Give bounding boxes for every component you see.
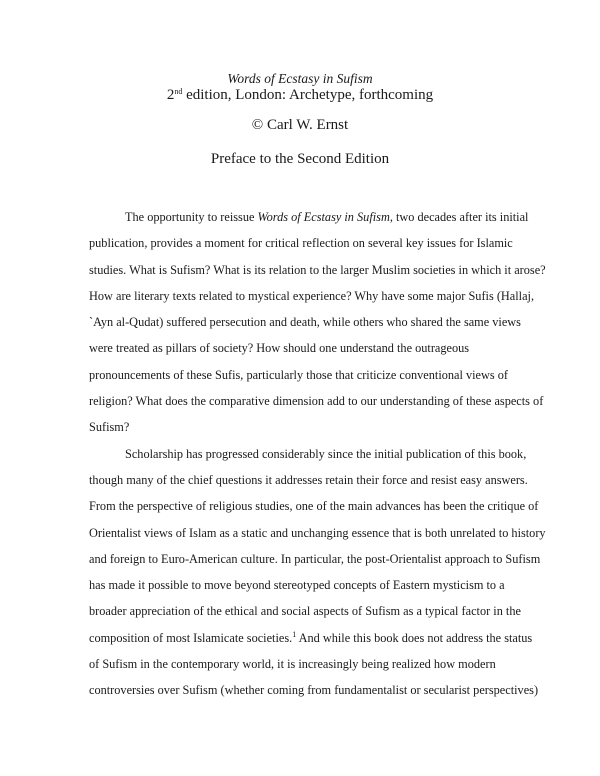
text-span: composition of most Islamicate societies. — [89, 630, 293, 645]
paragraph-line: Scholarship has progressed considerably since the initial publication of this book, — [125, 446, 527, 461]
paragraph-1 — [89, 204, 546, 441]
paragraph-line — [89, 625, 533, 651]
edition-rest: edition, London: Archetype, forthcoming — [182, 87, 434, 103]
edition-number: 2 — [166, 87, 175, 103]
text-span: And while this book does not address the status — [296, 630, 533, 645]
paragraph-line: religion? What does the comparative dimension add to our understanding of these aspects of — [89, 394, 544, 409]
book-title: Words of Ecstasy in Sufism — [227, 71, 373, 86]
paragraph-line: of Sufism in the contemporary world, it is increasingly being realized how modern — [89, 657, 496, 672]
copyright-line: © Carl W. Ernst — [251, 117, 349, 133]
edition-suffix: nd — [174, 87, 183, 96]
paragraph-line: broader appreciation of the ethical and social aspects of Sufism as a typical factor in the — [89, 604, 521, 619]
paragraph-line: controversies over Sufism (whether coming from fundamentalist or secularist perspectives) — [89, 683, 539, 698]
paragraph-line: studies. What is Sufism? What is its relation to the larger Muslim societies in which it arose? — [89, 262, 546, 277]
text-span: , two decades after its initial — [389, 210, 529, 224]
paragraph-line: were treated as pillars of society? How should one understand the outrageous — [89, 341, 470, 356]
preface-title: Preface to the Second Edition — [210, 151, 390, 167]
paragraph-line: How are literary texts related to mystical experience? Why have some major Sufis (Hallaj, — [89, 288, 535, 303]
edition-line — [0, 87, 600, 104]
paragraph-line: Orientalist views of Islam as a static and unchanging essence that is both unrelated to history — [89, 525, 546, 540]
document-header — [0, 70, 600, 168]
text-span: The opportunity to reissue — [125, 210, 258, 224]
paragraph-line: though many of the chief questions it addresses retain their force and resist easy answers. — [89, 472, 528, 487]
paragraph-line: publication, provides a moment for critical reflection on several key issues for Islamic — [89, 236, 513, 251]
document-body — [89, 204, 546, 704]
paragraph-line: `Ayn al-Qudat) suffered persecution and death, while others who shared the same views — [89, 315, 521, 330]
paragraph-line: Sufism? — [89, 420, 130, 435]
book-title-inline: Words of Ecstasy in Sufism — [257, 210, 390, 224]
footnote-marker[interactable]: 1 — [292, 629, 297, 639]
paragraph-line — [89, 204, 529, 230]
paragraph-2 — [89, 441, 546, 704]
paragraph-line: pronouncements of these Sufis, particularly those that criticize conventional views of — [89, 367, 508, 382]
paragraph-line: has made it possible to move beyond stereotyped concepts of Eastern mysticism to a — [89, 578, 505, 593]
paragraph-line: and foreign to Euro-American culture. In particular, the post-Orientalist approach to Sufism — [89, 551, 541, 566]
paragraph-line: From the perspective of religious studies, one of the main advances has been the critique of — [89, 499, 539, 514]
